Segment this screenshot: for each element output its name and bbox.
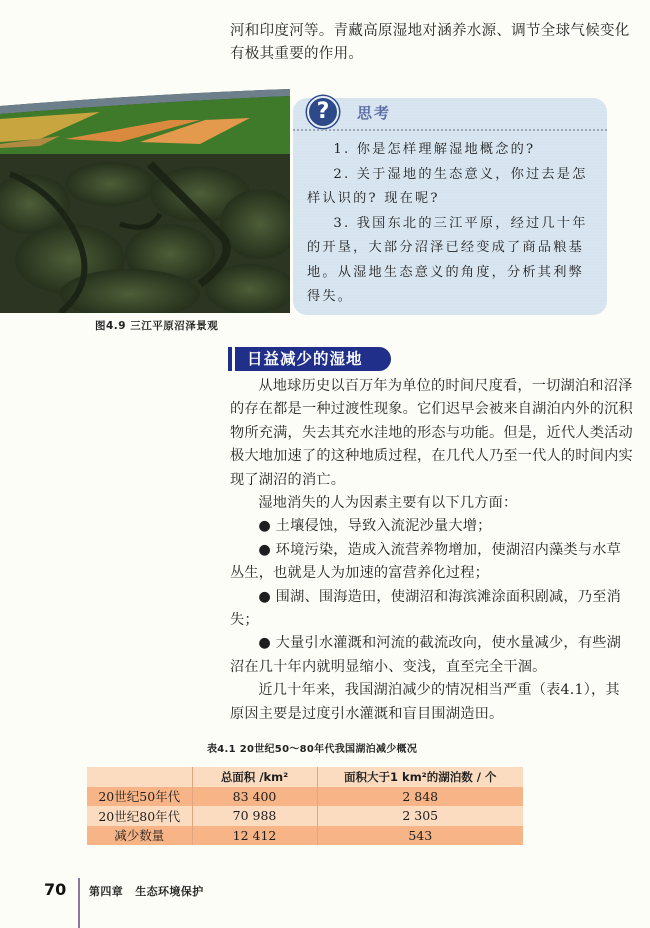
question-3: 3. 我国东北的三江平原，经过几十年的开垦，大部分沼泽已经变成了商品粮基地。从湿地生态意义的角度，分析其利弊得失。 xyxy=(307,215,588,304)
bullet-item: ● 环境污染，造成入流营养物增加，使湖沼内藻类与水草丛生，也就是人为加速的富营养化过程； xyxy=(230,541,621,582)
paragraph: 从地球历史以百万年为单位的时间尺度看，一切湖泊和沼泽的存在都是一种过渡性现象。它们迟早会被来自湖泊内外的沉积物所充满，失去其充水洼地的形态与功能。但是，近代人类活动极大地加速了的这种地质过程，在几代人乃至一代人的时间内实现了湖沼的消亡。 xyxy=(230,378,633,488)
section-heading xyxy=(228,347,391,371)
page-number: 70 xyxy=(44,880,67,899)
think-title: 思考 xyxy=(357,104,392,122)
table-header-row xyxy=(87,767,523,787)
dotted-divider xyxy=(293,129,607,131)
bullet-item: ● 围湖、围海造田，使湖沼和海滨滩涂面积剧减，乃至消失； xyxy=(230,588,621,629)
marsh-photo xyxy=(0,84,290,313)
table-caption: 表4.1 20世纪50～80年代我国湖泊减少概况 xyxy=(207,744,418,755)
question-1: 1. 你是怎样理解湿地概念的? xyxy=(333,142,536,157)
chapter-title: 生态环境保护 xyxy=(135,885,204,898)
table-row xyxy=(87,826,523,846)
chapter-number: 第四章 xyxy=(89,885,124,898)
footer-divider xyxy=(78,878,80,928)
header-cell: 总面积 /km² xyxy=(192,767,317,787)
paragraph: 近几十年来，我国湖泊减少的情况相当严重（表4.1），其原因主要是过度引水灌溉和盲目围湖造田。 xyxy=(230,682,620,722)
cell-area: 83 400 xyxy=(192,787,317,807)
think-questions xyxy=(307,138,595,310)
table-row xyxy=(87,806,523,826)
header-cell xyxy=(87,767,192,787)
row-label: 20世纪80年代 xyxy=(87,806,192,826)
table-row xyxy=(87,787,523,807)
bullet-item: ● 大量引水灌溉和河流的截流改向，使水量减少，有些湖沼在几十年内就明显缩小、变浅，直至完全干涸。 xyxy=(230,635,621,675)
continuation-paragraph: 河和印度河等。青藏高原湿地对涵养水源、调节全球气候变化有极其重要的作用。 xyxy=(230,23,630,62)
cell-area: 12 412 xyxy=(192,826,317,846)
chapter-label xyxy=(89,883,204,899)
cell-area: 70 988 xyxy=(192,806,317,826)
question-mark-icon: ? xyxy=(307,96,339,128)
lake-reduction-table xyxy=(87,767,523,845)
heading-bar-decoration xyxy=(228,347,232,371)
bullet-item: ● 土壤侵蚀，导致入流泥沙量大增； xyxy=(258,518,492,535)
cell-count: 543 xyxy=(317,826,523,846)
row-label: 减少数量 xyxy=(87,826,192,846)
figure-caption: 图4.9 三江平原沼泽景观 xyxy=(95,320,219,332)
section-title: 日益减少的湿地 xyxy=(235,347,391,371)
paragraph: 湿地消失的人为因素主要有以下几方面： xyxy=(258,495,518,512)
row-label: 20世纪50年代 xyxy=(87,787,192,807)
cell-count: 2 305 xyxy=(317,806,523,826)
question-2: 2. 关于湿地的生态意义，你过去是怎样认识的? 现在呢? xyxy=(307,166,588,206)
section-body xyxy=(230,375,634,726)
header-cell: 面积大于1 km²的湖泊数 / 个 xyxy=(317,767,523,787)
think-box xyxy=(293,98,607,315)
cell-count: 2 848 xyxy=(317,787,523,807)
